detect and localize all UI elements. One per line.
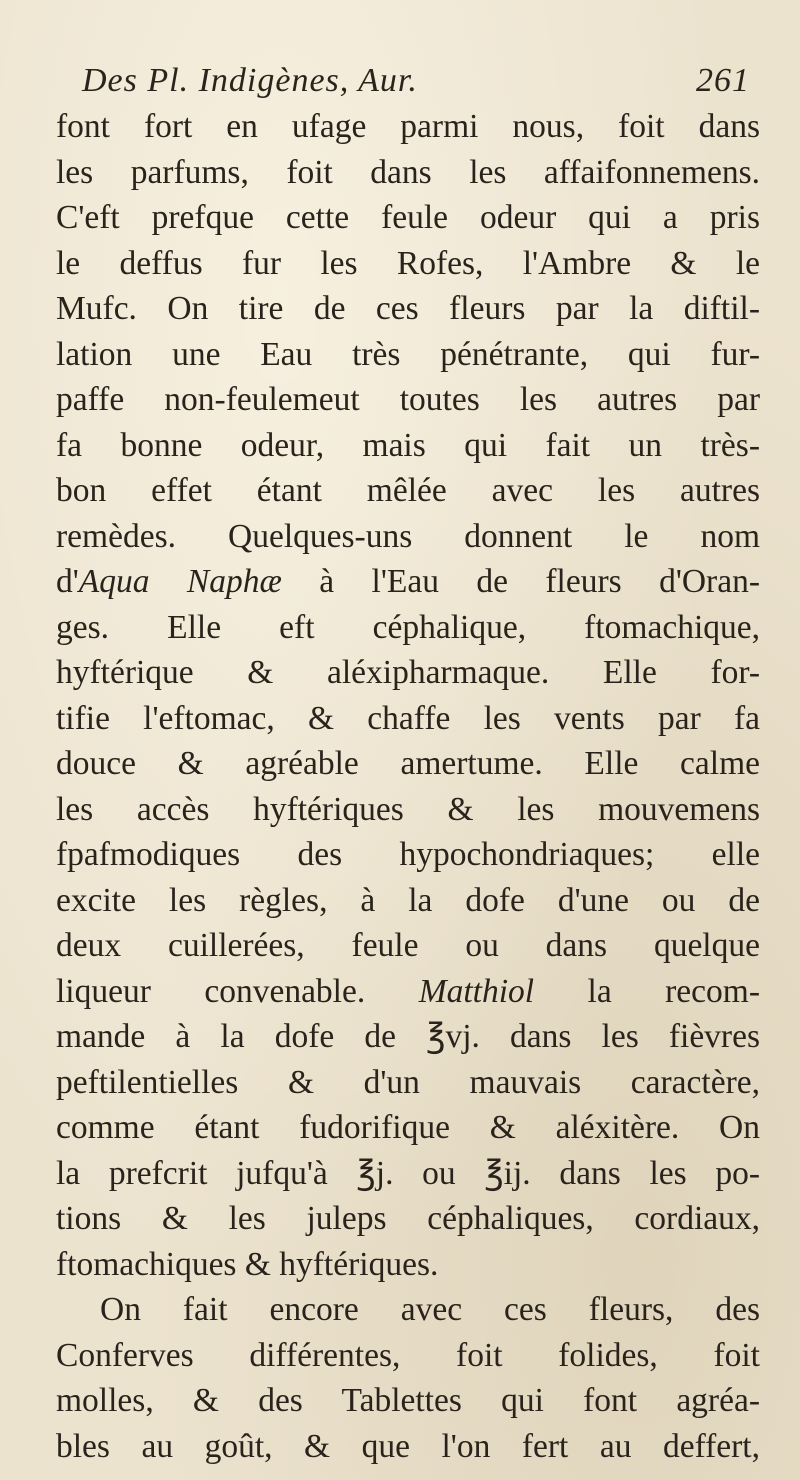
text-line: paffe non-feulemeut toutes les autres par [56, 381, 760, 418]
text-line: tions & les juleps céphaliques, cordiaux, [56, 1200, 760, 1237]
text-run: à l'Eau de fleurs d'Oran- [281, 563, 760, 600]
text-line: lation une Eau très pénétrante, qui fur- [56, 335, 760, 373]
text-line: font fort en ufage parmi nous, foit dans [56, 108, 760, 145]
text-line: douce & agréable amertume. Elle calme [56, 745, 760, 782]
text-line [56, 969, 760, 1015]
text-line: Mufc. On tire de ces fleurs par la diftil- [56, 290, 760, 327]
text-line: C'eft prefque cette feule odeur qui a pris [56, 199, 760, 236]
text-line: hyftérique & aléxipharmaque. Elle for- [56, 654, 760, 691]
text-line: bon effet étant mêlée avec les autres [56, 472, 760, 509]
text-line: la prefcrit jufqu'à ℥j. ou ℥ij. dans les po- [56, 1154, 760, 1192]
text-line: fa bonne odeur, mais qui fait un très- [56, 426, 760, 464]
text-line: ftomachiques & hyftériques. [56, 1245, 439, 1283]
running-head [72, 62, 752, 102]
text-line: fpafmodiques des hypochondriaques; elle [56, 836, 760, 873]
text-line: ges. Elle eft céphalique, ftomachique, [56, 608, 760, 646]
text-line: excite les règles, à la dofe d'une ou de [56, 881, 760, 919]
text-line: peftilentielles & d'un mauvais caractère, [56, 1063, 760, 1101]
italic-term: Aqua Naphæ [78, 563, 282, 600]
text-line [56, 559, 760, 605]
italic-term: Matthiol [418, 972, 535, 1010]
text-run: d' [56, 563, 79, 600]
running-head-title: Des Pl. Indigènes, Aur. [82, 62, 418, 99]
text-line: tifie l'eftomac, & chaffe les vents par fa [56, 699, 760, 737]
text-run: liqueur convenable. [56, 972, 419, 1010]
text-line: les parfums, foit dans les affaifonnemens. [56, 153, 760, 191]
text-line: les accès hyftériques & les mouvemens [56, 790, 760, 828]
text-line: On fait encore avec ces fleurs, des [100, 1291, 760, 1328]
text-line: le deffus fur les Rofes, l'Ambre & le [56, 244, 760, 282]
text-line: bles au goût, & que l'on fert au deffert, [56, 1427, 760, 1465]
text-line: deux cuillerées, feule ou dans quelque [56, 927, 760, 964]
text-line: remèdes. Quelques-uns donnent le nom [56, 517, 760, 555]
text-line: mande à la dofe de ℥vj. dans les fièvres [56, 1018, 760, 1055]
text-line: comme étant fudorifique & aléxitère. On [56, 1109, 760, 1146]
text-run: la recom- [534, 972, 760, 1010]
text-line: Conferves différentes, foit folides, foit [56, 1336, 760, 1374]
page-number: 261 [696, 62, 750, 99]
text-line: molles, & des Tablettes qui font agréa- [56, 1382, 760, 1419]
